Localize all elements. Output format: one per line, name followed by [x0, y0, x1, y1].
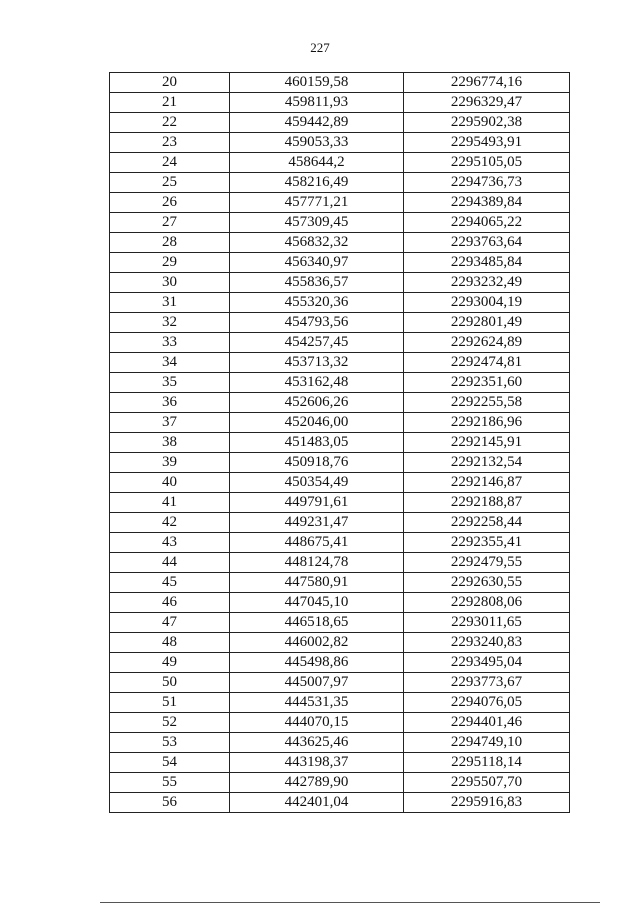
y-coordinate-cell: 2293004,19	[404, 293, 570, 313]
table-row	[110, 653, 570, 673]
table-row	[110, 673, 570, 693]
x-coordinate-cell: 446518,65	[230, 613, 404, 633]
x-coordinate-cell: 450918,76	[230, 453, 404, 473]
table-row	[110, 193, 570, 213]
point-number-cell: 33	[110, 333, 230, 353]
y-coordinate-cell: 2292474,81	[404, 353, 570, 373]
point-number-cell: 29	[110, 253, 230, 273]
table-row	[110, 473, 570, 493]
x-coordinate-cell: 456832,32	[230, 233, 404, 253]
y-coordinate-cell: 2292186,96	[404, 413, 570, 433]
table-row	[110, 733, 570, 753]
table-row	[110, 213, 570, 233]
x-coordinate-cell: 444531,35	[230, 693, 404, 713]
y-coordinate-cell: 2294736,73	[404, 173, 570, 193]
x-coordinate-cell: 456340,97	[230, 253, 404, 273]
y-coordinate-cell: 2292630,55	[404, 573, 570, 593]
x-coordinate-cell: 443625,46	[230, 733, 404, 753]
point-number-cell: 46	[110, 593, 230, 613]
y-coordinate-cell: 2292258,44	[404, 513, 570, 533]
point-number-cell: 38	[110, 433, 230, 453]
x-coordinate-cell: 458216,49	[230, 173, 404, 193]
table-row	[110, 373, 570, 393]
x-coordinate-cell: 459053,33	[230, 133, 404, 153]
x-coordinate-cell: 445007,97	[230, 673, 404, 693]
table-row	[110, 773, 570, 793]
point-number-cell: 42	[110, 513, 230, 533]
x-coordinate-cell: 453713,32	[230, 353, 404, 373]
point-number-cell: 36	[110, 393, 230, 413]
table-row	[110, 233, 570, 253]
point-number-cell: 55	[110, 773, 230, 793]
table-row	[110, 533, 570, 553]
point-number-cell: 56	[110, 793, 230, 813]
y-coordinate-cell: 2294076,05	[404, 693, 570, 713]
y-coordinate-cell: 2292188,87	[404, 493, 570, 513]
table-row	[110, 113, 570, 133]
x-coordinate-cell: 455320,36	[230, 293, 404, 313]
coordinates-table	[109, 72, 570, 813]
point-number-cell: 40	[110, 473, 230, 493]
y-coordinate-cell: 2292351,60	[404, 373, 570, 393]
point-number-cell: 35	[110, 373, 230, 393]
point-number-cell: 26	[110, 193, 230, 213]
y-coordinate-cell: 2294749,10	[404, 733, 570, 753]
table-row	[110, 433, 570, 453]
point-number-cell: 23	[110, 133, 230, 153]
table-row	[110, 153, 570, 173]
table-row	[110, 613, 570, 633]
page-number: 227	[310, 40, 330, 55]
y-coordinate-cell: 2295916,83	[404, 793, 570, 813]
table-row	[110, 313, 570, 333]
table-row	[110, 253, 570, 273]
x-coordinate-cell: 457771,21	[230, 193, 404, 213]
point-number-cell: 30	[110, 273, 230, 293]
table-row	[110, 173, 570, 193]
point-number-cell: 31	[110, 293, 230, 313]
x-coordinate-cell: 450354,49	[230, 473, 404, 493]
table-row	[110, 693, 570, 713]
x-coordinate-cell: 442401,04	[230, 793, 404, 813]
x-coordinate-cell: 459442,89	[230, 113, 404, 133]
y-coordinate-cell: 2292132,54	[404, 453, 570, 473]
table-row	[110, 573, 570, 593]
y-coordinate-cell: 2292801,49	[404, 313, 570, 333]
point-number-cell: 43	[110, 533, 230, 553]
y-coordinate-cell: 2293773,67	[404, 673, 570, 693]
x-coordinate-cell: 453162,48	[230, 373, 404, 393]
point-number-cell: 27	[110, 213, 230, 233]
point-number-cell: 25	[110, 173, 230, 193]
table-row	[110, 713, 570, 733]
x-coordinate-cell: 459811,93	[230, 93, 404, 113]
y-coordinate-cell: 2292479,55	[404, 553, 570, 573]
y-coordinate-cell: 2292255,58	[404, 393, 570, 413]
point-number-cell: 50	[110, 673, 230, 693]
x-coordinate-cell: 442789,90	[230, 773, 404, 793]
table-row	[110, 453, 570, 473]
y-coordinate-cell: 2293240,83	[404, 633, 570, 653]
table-row	[110, 273, 570, 293]
table-body	[110, 73, 570, 813]
y-coordinate-cell: 2294389,84	[404, 193, 570, 213]
y-coordinate-cell: 2293495,04	[404, 653, 570, 673]
y-coordinate-cell: 2295105,05	[404, 153, 570, 173]
y-coordinate-cell: 2295902,38	[404, 113, 570, 133]
point-number-cell: 52	[110, 713, 230, 733]
table-row	[110, 133, 570, 153]
table-row	[110, 633, 570, 653]
table-row	[110, 553, 570, 573]
y-coordinate-cell: 2292355,41	[404, 533, 570, 553]
point-number-cell: 32	[110, 313, 230, 333]
point-number-cell: 54	[110, 753, 230, 773]
table-row	[110, 293, 570, 313]
y-coordinate-cell: 2294401,46	[404, 713, 570, 733]
table-row	[110, 93, 570, 113]
table-row	[110, 753, 570, 773]
point-number-cell: 22	[110, 113, 230, 133]
y-coordinate-cell: 2294065,22	[404, 213, 570, 233]
y-coordinate-cell: 2292808,06	[404, 593, 570, 613]
x-coordinate-cell: 454793,56	[230, 313, 404, 333]
point-number-cell: 44	[110, 553, 230, 573]
point-number-cell: 34	[110, 353, 230, 373]
x-coordinate-cell: 448124,78	[230, 553, 404, 573]
table-row	[110, 73, 570, 93]
y-coordinate-cell: 2293763,64	[404, 233, 570, 253]
point-number-cell: 47	[110, 613, 230, 633]
x-coordinate-cell: 460159,58	[230, 73, 404, 93]
point-number-cell: 48	[110, 633, 230, 653]
table-row	[110, 353, 570, 373]
x-coordinate-cell: 447580,91	[230, 573, 404, 593]
point-number-cell: 37	[110, 413, 230, 433]
y-coordinate-cell: 2293232,49	[404, 273, 570, 293]
table-row	[110, 593, 570, 613]
y-coordinate-cell: 2292146,87	[404, 473, 570, 493]
point-number-cell: 45	[110, 573, 230, 593]
table-row	[110, 493, 570, 513]
x-coordinate-cell: 449791,61	[230, 493, 404, 513]
x-coordinate-cell: 452606,26	[230, 393, 404, 413]
x-coordinate-cell: 447045,10	[230, 593, 404, 613]
x-coordinate-cell: 454257,45	[230, 333, 404, 353]
point-number-cell: 41	[110, 493, 230, 513]
page-bottom-rule	[100, 902, 600, 903]
y-coordinate-cell: 2295507,70	[404, 773, 570, 793]
x-coordinate-cell: 452046,00	[230, 413, 404, 433]
point-number-cell: 21	[110, 93, 230, 113]
point-number-cell: 51	[110, 693, 230, 713]
y-coordinate-cell: 2293011,65	[404, 613, 570, 633]
x-coordinate-cell: 445498,86	[230, 653, 404, 673]
x-coordinate-cell: 446002,82	[230, 633, 404, 653]
x-coordinate-cell: 448675,41	[230, 533, 404, 553]
point-number-cell: 28	[110, 233, 230, 253]
table-row	[110, 513, 570, 533]
y-coordinate-cell: 2296774,16	[404, 73, 570, 93]
point-number-cell: 24	[110, 153, 230, 173]
x-coordinate-cell: 443198,37	[230, 753, 404, 773]
table-row	[110, 413, 570, 433]
y-coordinate-cell: 2295493,91	[404, 133, 570, 153]
point-number-cell: 20	[110, 73, 230, 93]
table-row	[110, 793, 570, 813]
y-coordinate-cell: 2296329,47	[404, 93, 570, 113]
point-number-cell: 53	[110, 733, 230, 753]
y-coordinate-cell: 2292145,91	[404, 433, 570, 453]
table-row	[110, 333, 570, 353]
y-coordinate-cell: 2295118,14	[404, 753, 570, 773]
x-coordinate-cell: 455836,57	[230, 273, 404, 293]
x-coordinate-cell: 449231,47	[230, 513, 404, 533]
x-coordinate-cell: 451483,05	[230, 433, 404, 453]
x-coordinate-cell: 444070,15	[230, 713, 404, 733]
point-number-cell: 49	[110, 653, 230, 673]
point-number-cell: 39	[110, 453, 230, 473]
table-row	[110, 393, 570, 413]
y-coordinate-cell: 2293485,84	[404, 253, 570, 273]
x-coordinate-cell: 457309,45	[230, 213, 404, 233]
x-coordinate-cell: 458644,2	[230, 153, 404, 173]
y-coordinate-cell: 2292624,89	[404, 333, 570, 353]
